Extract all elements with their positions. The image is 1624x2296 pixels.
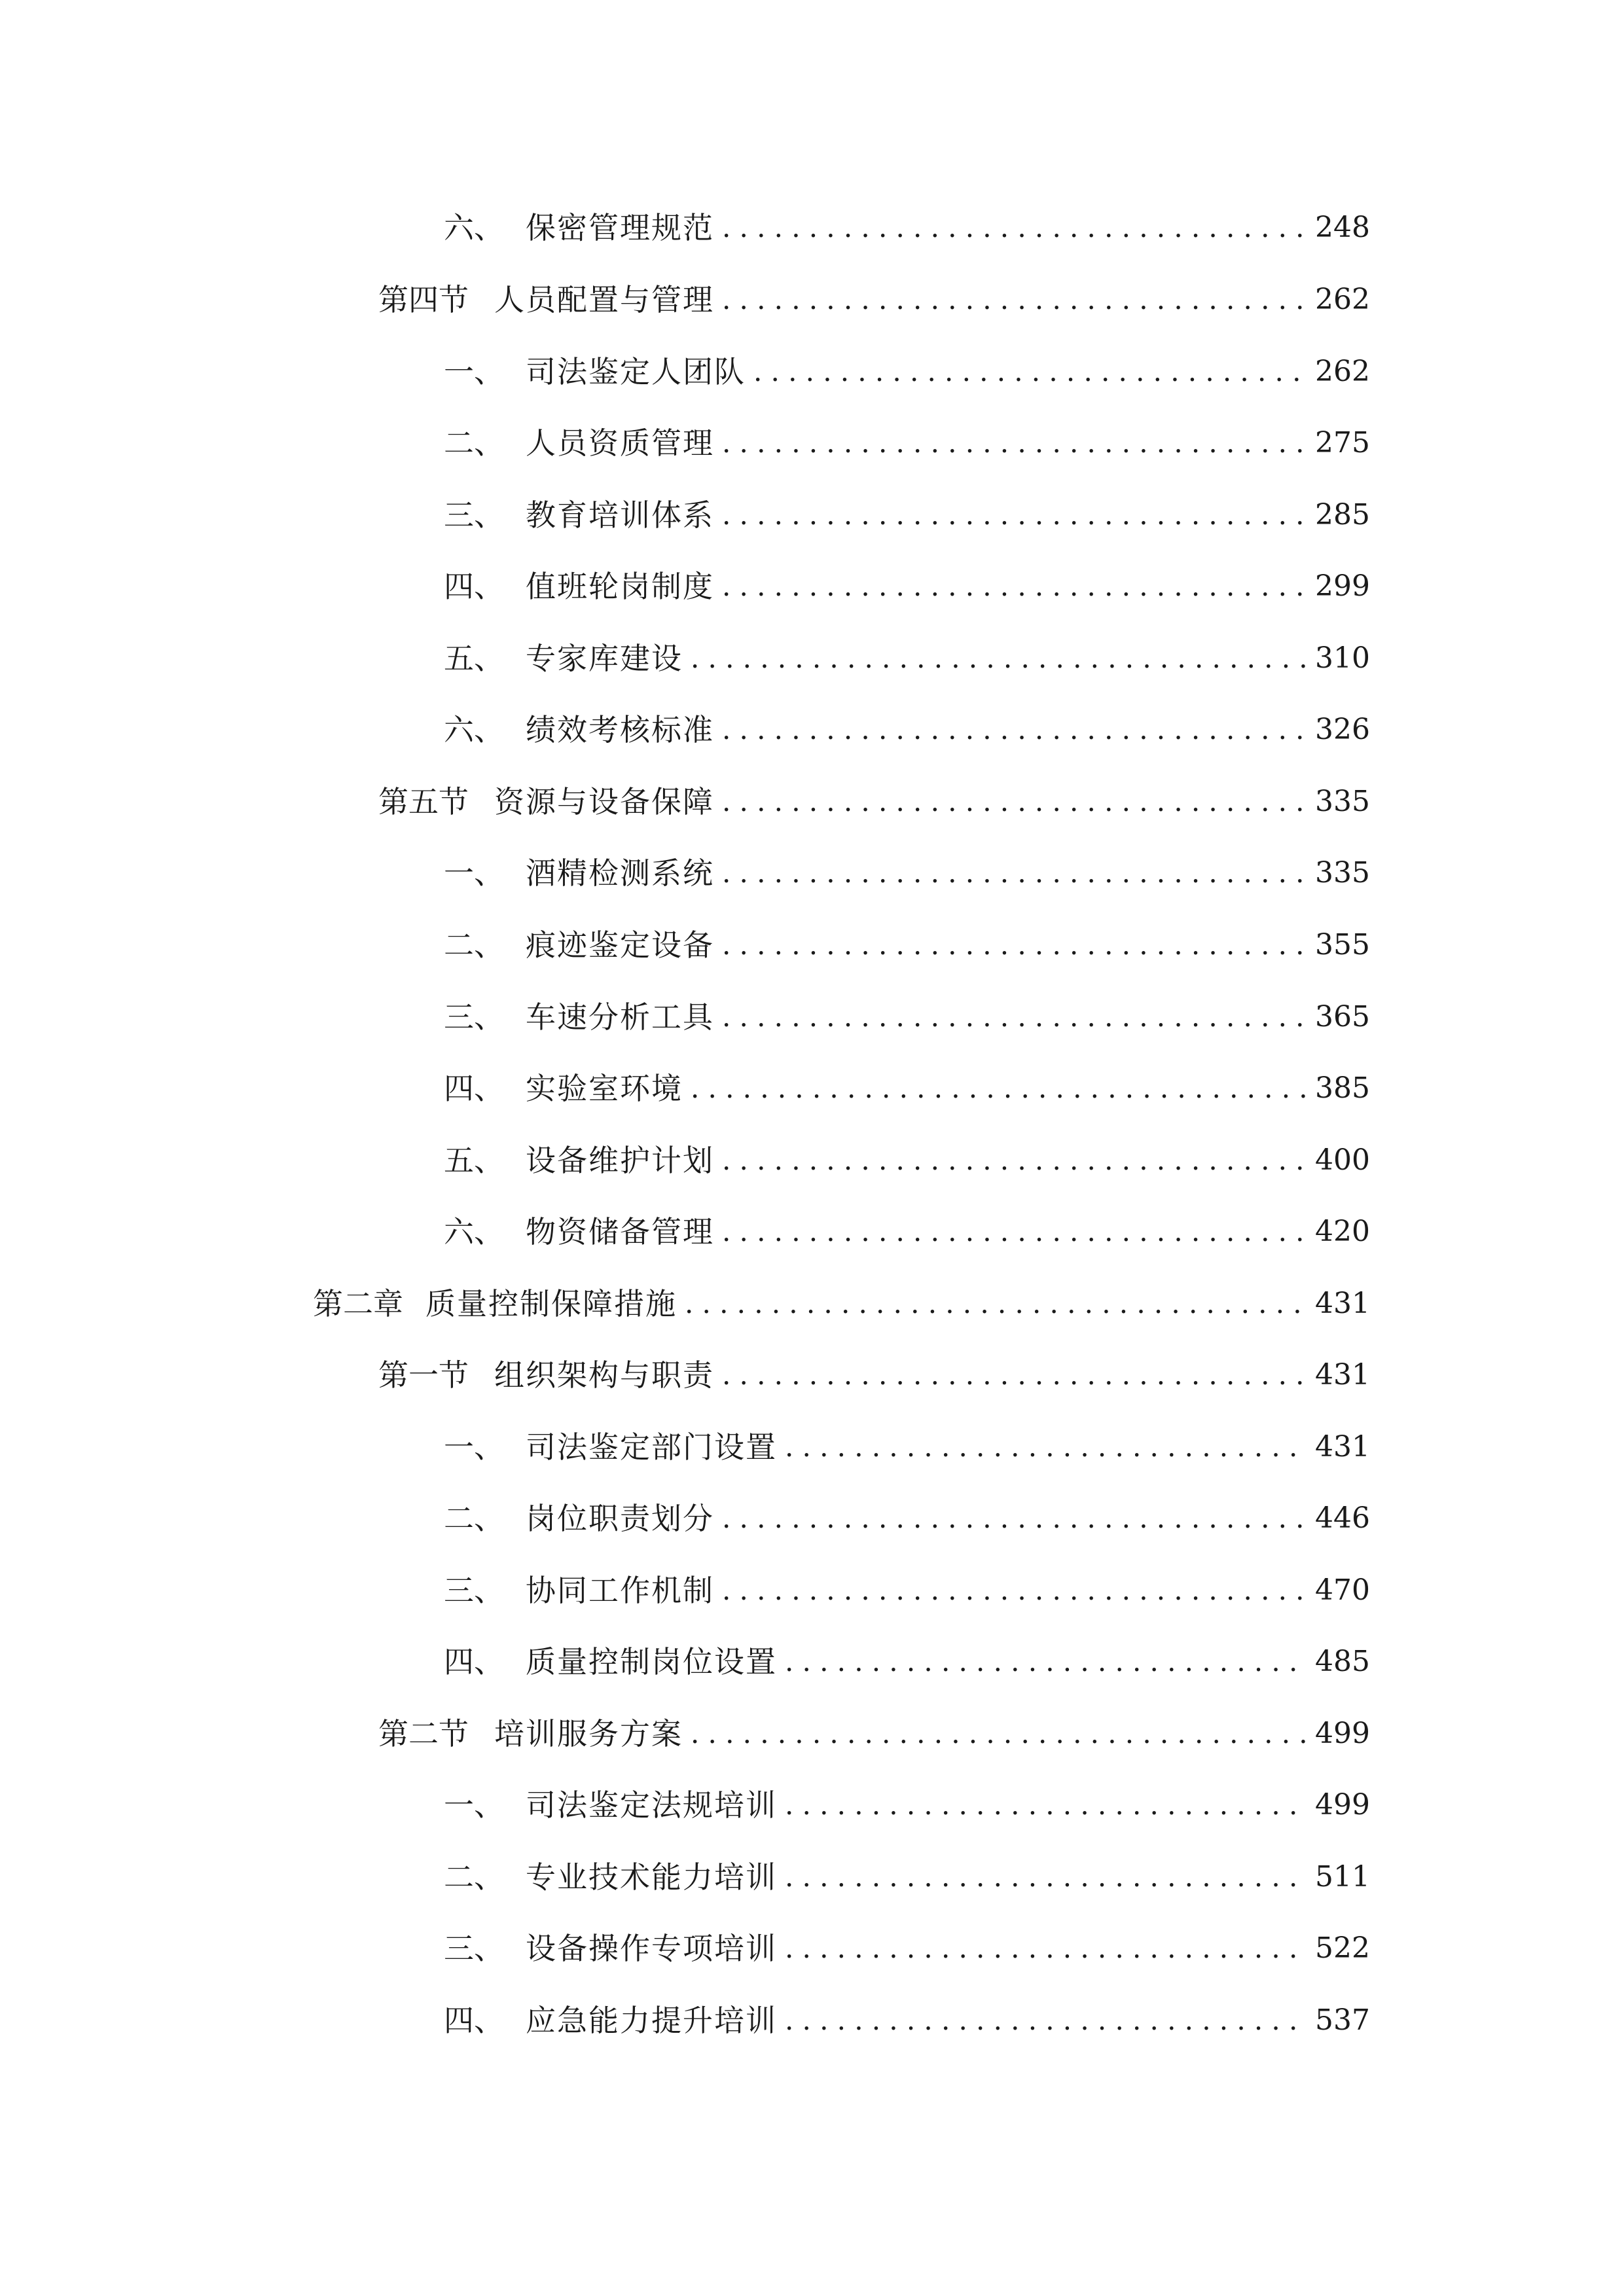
toc-entry-title: 司法鉴定部门设置	[526, 1429, 777, 1465]
toc-entry-number: 一、	[444, 354, 504, 389]
toc-entry-number: 三、	[444, 999, 504, 1035]
toc-entry-title: 车速分析工具	[526, 999, 714, 1035]
toc-entry[interactable]	[444, 560, 1370, 613]
toc-entry-page: 420	[1315, 1215, 1370, 1248]
dot-leader	[722, 202, 1306, 254]
dot-leader	[722, 1206, 1306, 1258]
toc-entry-title: 专家库建设	[526, 641, 683, 676]
toc-entry-title: 设备维护计划	[526, 1143, 714, 1178]
toc-entry-title: 质量控制保障措施	[425, 1286, 677, 1321]
toc-entry-title: 保密管理规范	[526, 210, 714, 245]
dot-leader	[691, 1062, 1306, 1115]
toc-entry[interactable]	[444, 1062, 1370, 1115]
toc-entry[interactable]	[444, 1492, 1370, 1545]
toc-entry-number: 第四节	[378, 282, 469, 317]
toc-entry-number: 三、	[444, 497, 504, 533]
dot-leader	[722, 919, 1306, 971]
dot-leader	[785, 1994, 1306, 2047]
toc-entry-number: 第一节	[378, 1357, 469, 1393]
toc-entry-title: 专业技术能力培训	[526, 1859, 777, 1895]
toc-entry-number: 二、	[444, 927, 504, 963]
toc-entry-number: 二、	[444, 1501, 504, 1536]
toc-entry-page: 511	[1315, 1860, 1370, 1893]
dot-leader	[785, 1636, 1306, 1688]
toc-entry[interactable]	[444, 1851, 1370, 1903]
dot-leader	[691, 632, 1306, 685]
toc-entry-number: 六、	[444, 712, 504, 747]
dot-leader	[785, 1421, 1306, 1473]
toc-entry-number: 一、	[444, 1787, 504, 1823]
toc-entry[interactable]	[444, 632, 1370, 685]
toc-entry[interactable]	[444, 1779, 1370, 1831]
toc-entry-page: 446	[1315, 1501, 1370, 1535]
toc-entry-number: 四、	[444, 2003, 504, 2038]
toc-entry[interactable]	[378, 1349, 1370, 1401]
toc-entry-title: 人员资质管理	[526, 425, 714, 461]
dot-leader	[722, 489, 1306, 541]
toc-entry-title: 人员配置与管理	[494, 282, 714, 317]
toc-entry-title: 实验室环境	[526, 1071, 683, 1106]
toc-entry-title: 值班轮岗制度	[526, 569, 714, 604]
dot-leader	[722, 1564, 1306, 1617]
toc-entry-title: 物资储备管理	[526, 1214, 714, 1249]
toc-entry-title: 岗位职责划分	[526, 1501, 714, 1536]
toc-entry-number: 第二节	[378, 1716, 469, 1751]
toc-entry-page: 499	[1315, 1788, 1370, 1821]
toc-entry-page: 485	[1315, 1645, 1370, 1678]
toc-entry-page: 537	[1315, 2003, 1370, 2037]
toc-entry[interactable]	[444, 1994, 1370, 2047]
toc-entry[interactable]	[444, 1421, 1370, 1473]
dot-leader	[722, 1134, 1306, 1187]
toc-entry-title: 协同工作机制	[526, 1573, 714, 1608]
dot-leader	[785, 1851, 1306, 1903]
toc-entry-title: 酒精检测系统	[526, 855, 714, 891]
dot-leader	[785, 1922, 1306, 1975]
toc-entry-number: 四、	[444, 1644, 504, 1679]
toc-entry-number: 二、	[444, 1859, 504, 1895]
toc-entry[interactable]	[378, 1708, 1370, 1760]
dot-leader	[722, 274, 1306, 326]
toc-entry-page: 335	[1315, 856, 1370, 889]
toc-entry-number: 四、	[444, 1071, 504, 1106]
toc-entry-page: 285	[1315, 498, 1370, 531]
dot-leader	[722, 560, 1306, 613]
toc-entry-page: 335	[1315, 785, 1370, 818]
toc-entry-number: 三、	[444, 1931, 504, 1966]
toc-entry[interactable]	[444, 346, 1370, 398]
dot-leader	[685, 1278, 1306, 1330]
toc-entry-page: 499	[1315, 1717, 1370, 1750]
toc-entry[interactable]	[444, 1134, 1370, 1187]
toc-entry[interactable]	[444, 1564, 1370, 1617]
toc-entry-page: 431	[1315, 1358, 1370, 1391]
toc-entry-page: 385	[1315, 1071, 1370, 1105]
dot-leader	[753, 346, 1306, 398]
toc-entry-page: 355	[1315, 928, 1370, 961]
dot-leader	[691, 1708, 1306, 1760]
toc-entry-number: 四、	[444, 569, 504, 604]
toc-entry-title: 绩效考核标准	[526, 712, 714, 747]
toc-entry[interactable]	[378, 274, 1370, 326]
toc-entry-number: 一、	[444, 855, 504, 891]
dot-leader	[722, 991, 1306, 1043]
toc-entry-title: 设备操作专项培训	[526, 1931, 777, 1966]
toc-entry-page: 310	[1315, 641, 1370, 675]
toc-entry-page: 262	[1315, 355, 1370, 388]
toc-entry[interactable]	[444, 991, 1370, 1043]
dot-leader	[722, 704, 1306, 756]
toc-entry[interactable]	[444, 1206, 1370, 1258]
toc-entry-number: 六、	[444, 1214, 504, 1249]
toc-entry-number: 五、	[444, 1143, 504, 1178]
toc-entry-page: 470	[1315, 1573, 1370, 1607]
toc-entry-number: 一、	[444, 1429, 504, 1465]
toc-entry-number: 第五节	[378, 784, 469, 819]
toc-entry-number: 二、	[444, 425, 504, 461]
toc-entry-title: 教育培训体系	[526, 497, 714, 533]
toc-entry-number: 第二章	[313, 1286, 403, 1321]
toc-entry[interactable]	[313, 1278, 1370, 1330]
dot-leader	[722, 847, 1306, 899]
toc-entry[interactable]	[444, 489, 1370, 541]
dot-leader	[722, 776, 1306, 828]
toc-entry[interactable]	[444, 417, 1370, 469]
toc-entry-title: 司法鉴定人团队	[526, 354, 746, 389]
toc-entry-page: 275	[1315, 426, 1370, 459]
toc-entry-title: 资源与设备保障	[494, 784, 714, 819]
toc-entry-page: 262	[1315, 283, 1370, 316]
toc-entry-title: 培训服务方案	[494, 1716, 683, 1751]
toc-entry[interactable]	[444, 202, 1370, 254]
toc-entry-title: 应急能力提升培训	[526, 2003, 777, 2038]
toc-entry-page: 431	[1315, 1287, 1370, 1320]
toc-entry[interactable]	[444, 1922, 1370, 1975]
toc-entry-title: 痕迹鉴定设备	[526, 927, 714, 963]
toc-entry-number: 五、	[444, 641, 504, 676]
toc-entry-page: 365	[1315, 1000, 1370, 1033]
toc-entry-title: 组织架构与职责	[494, 1357, 714, 1393]
toc-entry-title: 司法鉴定法规培训	[526, 1787, 777, 1823]
toc-entry[interactable]	[444, 919, 1370, 971]
dot-leader	[722, 1492, 1306, 1545]
toc-entry-title: 质量控制岗位设置	[526, 1644, 777, 1679]
toc-entry-page: 248	[1315, 211, 1370, 244]
dot-leader	[722, 417, 1306, 469]
toc-entry-page: 431	[1315, 1430, 1370, 1463]
dot-leader	[722, 1349, 1306, 1401]
toc-entry-page: 299	[1315, 569, 1370, 603]
toc-entry-number: 六、	[444, 210, 504, 245]
toc-entry-page: 400	[1315, 1143, 1370, 1177]
toc-entry-page: 326	[1315, 713, 1370, 746]
toc-entry-number: 三、	[444, 1573, 504, 1608]
toc-entry[interactable]	[444, 1636, 1370, 1688]
toc-entry[interactable]	[444, 704, 1370, 756]
toc-entry-page: 522	[1315, 1931, 1370, 1965]
toc-entry[interactable]	[378, 776, 1370, 828]
toc-entry[interactable]	[444, 847, 1370, 899]
dot-leader	[785, 1779, 1306, 1831]
